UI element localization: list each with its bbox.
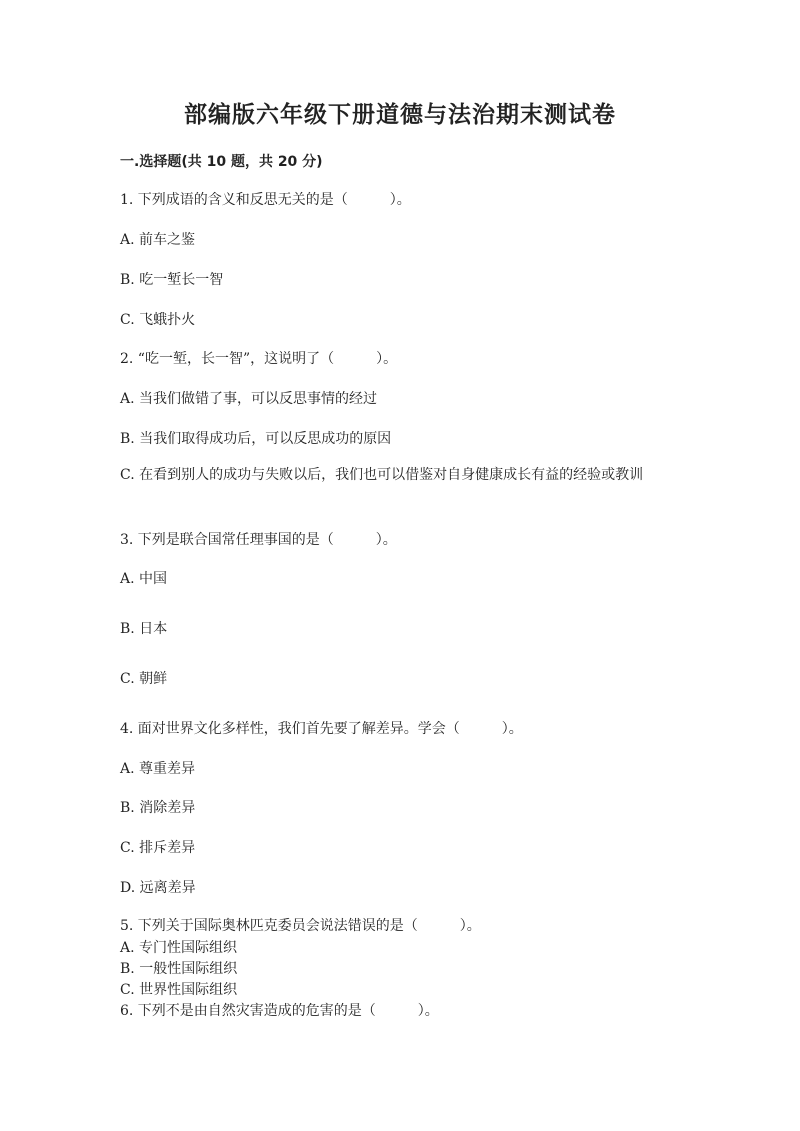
question-4-option-d: D. 远离差异 [120, 880, 196, 896]
question-2-stem: 2. “吃一堑，长一智”，这说明了（ ）。 [120, 351, 398, 367]
question-2-option-c: C. 在看到别人的成功与失败以后，我们也可以借鉴对自身健康成长有益的经验或教训 [120, 467, 644, 483]
question-6-stem: 6. 下列不是由自然灾害造成的危害的是（ ）。 [120, 1003, 439, 1019]
question-2-option-b: B. 当我们取得成功后，可以反思成功的原因 [120, 431, 392, 447]
question-2-option-a: A. 当我们做错了事，可以反思事情的经过 [120, 391, 378, 407]
question-1-stem: 1. 下列成语的含义和反思无关的是（ ）。 [120, 192, 411, 208]
question-1-option-c: C. 飞蛾扑火 [120, 312, 196, 328]
question-4-option-c: C. 排斥差异 [120, 840, 196, 856]
page-title: 部编版六年级下册道德与法治期末测试卷 [184, 102, 616, 128]
question-1-option-b: B. 吃一堑长一智 [120, 272, 224, 288]
question-5-option-b: B. 一般性国际组织 [120, 961, 238, 977]
question-4-stem: 4. 面对世界文化多样性，我们首先要了解差异。学会（ ）。 [120, 721, 523, 737]
question-5-option-c: C. 世界性国际组织 [120, 982, 238, 998]
question-5-stem: 5. 下列关于国际奥林匹克委员会说法错误的是（ ）。 [120, 918, 481, 934]
question-3-stem: 3. 下列是联合国常任理事国的是（ ）。 [120, 532, 397, 548]
question-4-option-a: A. 尊重差异 [120, 761, 196, 777]
question-1-option-a: A. 前车之鉴 [120, 232, 196, 248]
question-5-option-a: A. 专门性国际组织 [120, 940, 238, 956]
question-3-option-a: A. 中国 [120, 571, 168, 587]
question-3-option-b: B. 日本 [120, 621, 168, 637]
question-4-option-b: B. 消除差异 [120, 800, 196, 816]
question-3-option-c: C. 朝鲜 [120, 671, 168, 687]
section-heading: 一.选择题(共 10 题，共 20 分) [120, 154, 323, 170]
